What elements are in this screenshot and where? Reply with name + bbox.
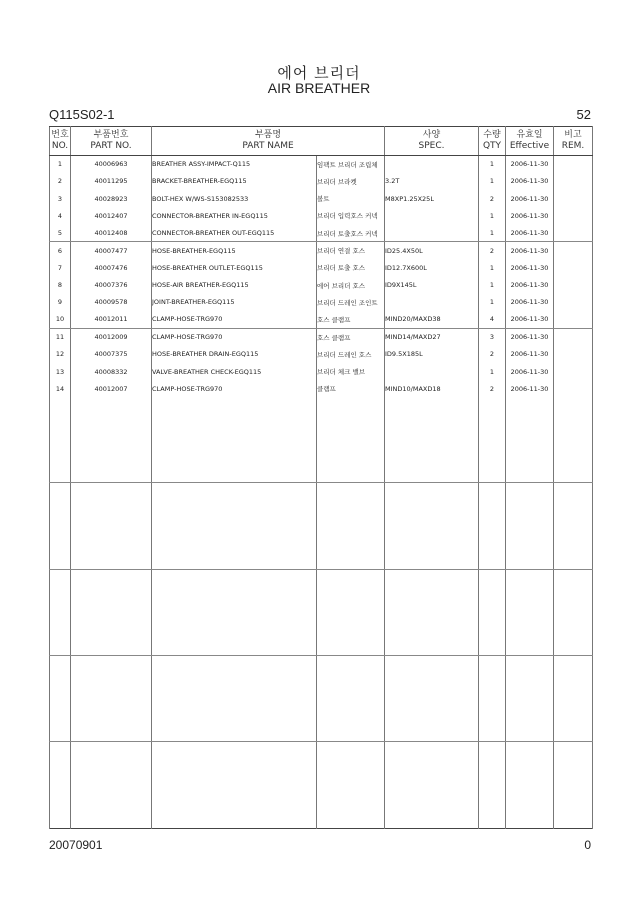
row-part-name-en: BREATHER ASSY-IMPACT-Q115 [152,156,317,173]
row-effective: 2006-11-30 [506,328,554,345]
row-part-no: 40007376 [71,276,152,293]
row-rem [554,242,593,259]
row-part-no: 40007375 [71,346,152,363]
row-part-name-ko: 브리더 체크 밸브 [317,363,385,380]
row-part-name-ko: 브리더 드레인 조인트 [317,294,385,311]
row-part-no: 40012009 [71,328,152,345]
row-rem [554,380,593,397]
row-rem [554,156,593,173]
row-qty: 4 [479,311,506,328]
row-part-name-en: VALVE-BREATHER CHECK-EGQ115 [152,363,317,380]
row-part-name-en: BOLT-HEX W/WS-S153082533 [152,190,317,207]
row-effective: 2006-11-30 [506,173,554,190]
row-effective: 2006-11-30 [506,207,554,224]
row-no: 11 [50,328,71,345]
row-rem [554,225,593,242]
row-part-name-ko: 클램프 [317,380,385,397]
page-title-english: AIR BREATHER [267,80,371,96]
col-rem-header: 비고 REM. [554,127,593,156]
catalog-code: Q115S02-1 [49,107,115,122]
table-row [50,363,593,380]
row-qty: 1 [479,173,506,190]
row-qty: 1 [479,294,506,311]
table-row [50,207,593,224]
row-no: 10 [50,311,71,328]
row-rem [554,207,593,224]
empty-row-group [50,483,593,569]
table-row [50,225,593,242]
row-no: 2 [50,173,71,190]
footer-date: 20070901 [49,838,103,852]
row-part-no: 40011295 [71,173,152,190]
table-row [50,380,593,397]
row-spec: ID25.4X50L [385,242,479,259]
empty-row-group [50,569,593,655]
row-effective: 2006-11-30 [506,346,554,363]
row-rem [554,173,593,190]
row-part-no: 40007476 [71,259,152,276]
row-part-no: 40007477 [71,242,152,259]
row-qty: 1 [479,156,506,173]
row-part-name-ko: 브리더 브라켓 [317,173,385,190]
row-qty: 2 [479,190,506,207]
table-row [50,173,593,190]
row-rem [554,346,593,363]
row-spec: MIND14/MAXD27 [385,328,479,345]
row-spec: MIND10/MAXD18 [385,380,479,397]
table-row [50,156,593,173]
row-part-name-en: CLAMP-HOSE-TRG970 [152,380,317,397]
row-rem [554,276,593,293]
row-part-name-ko: 브리더 토출호스 커넥 [317,225,385,242]
row-part-no: 40009578 [71,294,152,311]
col-no-header: 번호 NO. [50,127,71,156]
row-rem [554,294,593,311]
row-rem [554,363,593,380]
row-part-no: 40012007 [71,380,152,397]
row-spec: ID9.5X185L [385,346,479,363]
row-part-no: 40012011 [71,311,152,328]
empty-row-group [50,742,593,829]
table-row [50,190,593,207]
row-no: 9 [50,294,71,311]
row-spec [385,294,479,311]
row-effective: 2006-11-30 [506,259,554,276]
row-effective: 2006-11-30 [506,380,554,397]
row-no: 8 [50,276,71,293]
page-title-korean: 에어 브리더 [277,64,361,82]
row-qty: 2 [479,380,506,397]
row-part-no: 40008332 [71,363,152,380]
empty-row-group [50,656,593,742]
row-spec: 3.2T [385,173,479,190]
row-part-name-en: HOSE-AIR BREATHER-EGQ115 [152,276,317,293]
row-qty: 3 [479,328,506,345]
row-qty: 1 [479,225,506,242]
row-spec: MIND20/MAXD38 [385,311,479,328]
table-row [50,311,593,328]
row-part-name-ko: 임팩트 브리더 조립체 [317,156,385,173]
row-part-name-ko: 브리더 입력호스 커넥 [317,207,385,224]
row-no: 6 [50,242,71,259]
row-effective: 2006-11-30 [506,276,554,293]
row-qty: 2 [479,242,506,259]
row-effective: 2006-11-30 [506,225,554,242]
table-row [50,276,593,293]
row-rem [554,190,593,207]
col-part-name-header: 부품명 PART NAME [152,127,385,156]
row-no: 14 [50,380,71,397]
row-part-name-ko: 에어 브리더 호스 [317,276,385,293]
row-effective: 2006-11-30 [506,156,554,173]
row-effective: 2006-11-30 [506,363,554,380]
row-part-no: 40012408 [71,225,152,242]
row-part-no: 40012407 [71,207,152,224]
row-effective: 2006-11-30 [506,311,554,328]
empty-row-group [50,397,593,482]
row-part-name-ko: 브리더 토출 호스 [317,259,385,276]
row-qty: 2 [479,346,506,363]
row-no: 5 [50,225,71,242]
row-part-name-en: HOSE-BREATHER OUTLET-EGQ115 [152,259,317,276]
row-no: 7 [50,259,71,276]
row-spec: ID12.7X600L [385,259,479,276]
table-row [50,259,593,276]
page-number: 52 [576,107,591,122]
row-part-no: 40006963 [71,156,152,173]
col-qty-header: 수량 QTY [479,127,506,156]
row-no: 1 [50,156,71,173]
row-part-name-en: HOSE-BREATHER DRAIN-EGQ115 [152,346,317,363]
row-part-name-ko: 호스 클램프 [317,328,385,345]
row-no: 12 [50,346,71,363]
row-part-name-ko: 브리더 연결 호스 [317,242,385,259]
row-part-name-en: JOINT-BREATHER-EGQ115 [152,294,317,311]
row-part-name-en: CLAMP-HOSE-TRG970 [152,311,317,328]
row-no: 13 [50,363,71,380]
row-spec [385,363,479,380]
row-no: 4 [50,207,71,224]
row-part-name-ko: 호스 클램프 [317,311,385,328]
table-row [50,346,593,363]
row-rem [554,259,593,276]
row-effective: 2006-11-30 [506,294,554,311]
footer-number: 0 [584,838,591,852]
row-effective: 2006-11-30 [506,190,554,207]
row-spec: ID9X145L [385,276,479,293]
row-spec [385,207,479,224]
row-spec [385,225,479,242]
col-part-no-header: 부품번호 PART NO. [71,127,152,156]
row-no: 3 [50,190,71,207]
row-part-name-en: HOSE-BREATHER-EGQ115 [152,242,317,259]
row-effective: 2006-11-30 [506,242,554,259]
col-effective-header: 유효일 Effective [506,127,554,156]
table-row [50,294,593,311]
col-spec-header: 사양 SPEC. [385,127,479,156]
table-row [50,328,593,345]
table-row [50,242,593,259]
row-rem [554,311,593,328]
table-header-row [50,127,593,156]
row-qty: 1 [479,276,506,293]
row-spec [385,156,479,173]
row-part-name-en: CONNECTOR-BREATHER IN-EGQ115 [152,207,317,224]
parts-table [49,126,593,829]
row-rem [554,328,593,345]
row-part-name-en: CONNECTOR-BREATHER OUT-EGQ115 [152,225,317,242]
row-part-no: 40028923 [71,190,152,207]
row-part-name-en: CLAMP-HOSE-TRG970 [152,328,317,345]
row-part-name-ko: 브리더 드레인 호스 [317,346,385,363]
row-qty: 1 [479,259,506,276]
row-qty: 1 [479,207,506,224]
row-qty: 1 [479,363,506,380]
row-part-name-en: BRACKET-BREATHER-EGQ115 [152,173,317,190]
row-part-name-ko: 볼트 [317,190,385,207]
row-spec: M8XP1.25X25L [385,190,479,207]
